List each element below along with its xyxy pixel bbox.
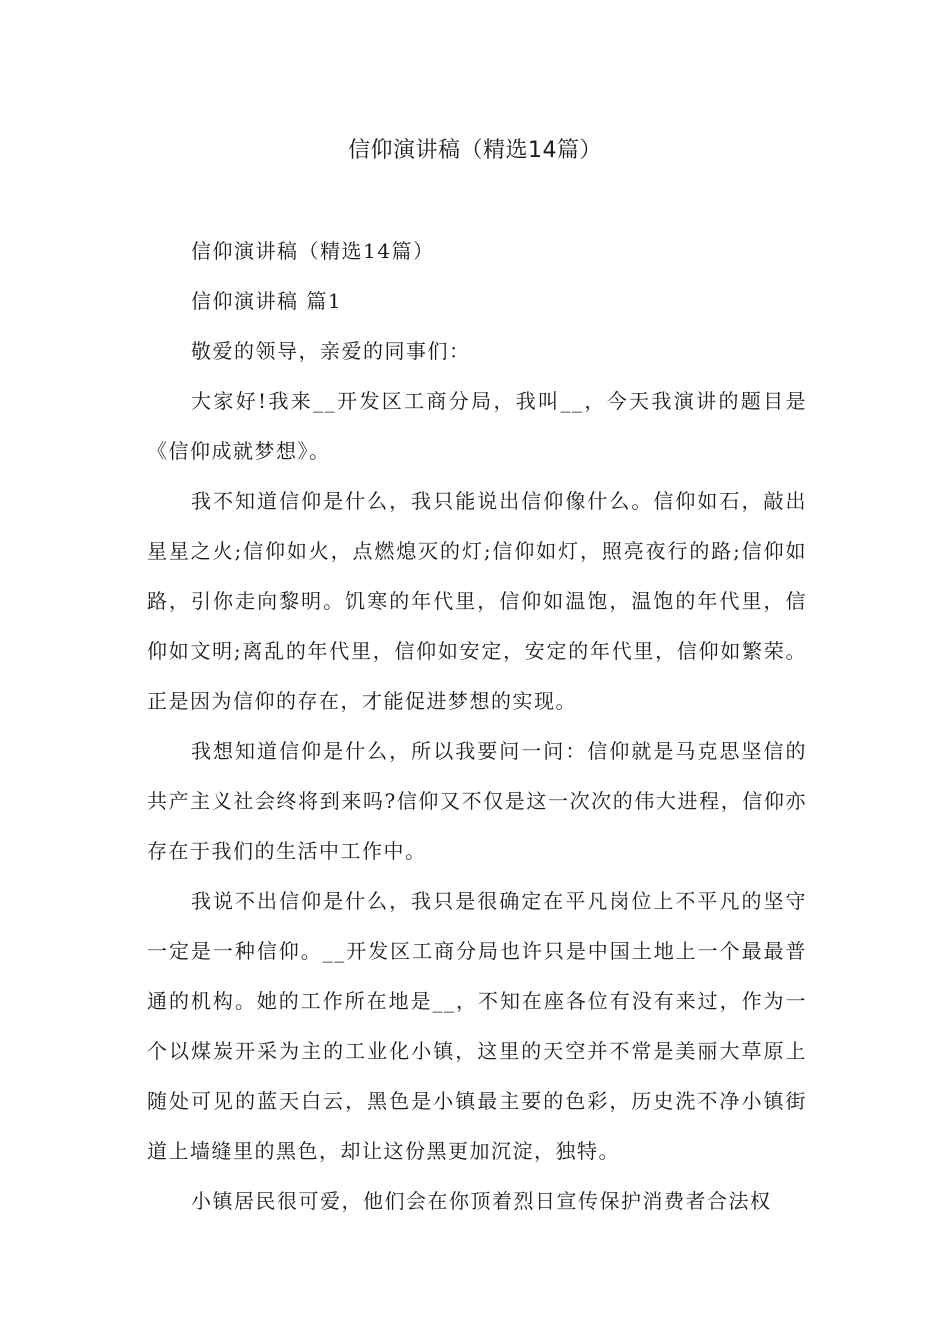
paragraph-section-heading: 信仰演讲稿 篇1	[191, 289, 343, 313]
paragraph-salutation: 敬爱的领导，亲爱的同事们：	[191, 339, 471, 363]
paragraph: 小镇居民很可爱，他们会在你顶着烈日宣传保护消费者合法权	[191, 1189, 772, 1213]
paragraph: 我不知道信仰是什么，我只能说出信仰像什么。信仰如石，敲出星星之火;信仰如火，点燃熄灭的灯;信仰如灯，照亮夜行的路;信仰如路，引你走向黎明。饥寒的年代里，信仰如温饱，温饱的年代里，信仰如文明;离乱的年代里，信仰如安定，安定的年代里，信仰如繁荣。正是因为信仰的存在，才能促进梦想的实现。	[147, 489, 807, 713]
document-title: 信仰演讲稿（精选14篇）	[348, 138, 602, 163]
paragraph-subtitle: 信仰演讲稿（精选14篇）	[191, 239, 435, 263]
document-body	[147, 226, 807, 1226]
paragraph: 我说不出信仰是什么，我只是很确定在平凡岗位上不平凡的坚守一定是一种信仰。__开发区工商分局也许只是中国土地上一个最最普通的机构。她的工作所在地是__，不知在座各位有没有来过，作为一个以煤炭开采为主的工业化小镇，这里的天空并不常是美丽大草原上随处可见的蓝天白云，黑色是小镇最主要的色彩，历史洗不净小镇街道上墙缝里的黑色，却让这份黑更加沉淀，独特。	[147, 889, 807, 1163]
paragraph: 我想知道信仰是什么，所以我要问一问：信仰就是马克思坚信的共产主义社会终将到来吗?信仰又不仅是这一次次的伟大进程，信仰亦存在于我们的生活中工作中。	[147, 739, 807, 863]
paragraph: 大家好!我来__开发区工商分局，我叫__，今天我演讲的题目是《信仰成就梦想》。	[147, 389, 807, 463]
